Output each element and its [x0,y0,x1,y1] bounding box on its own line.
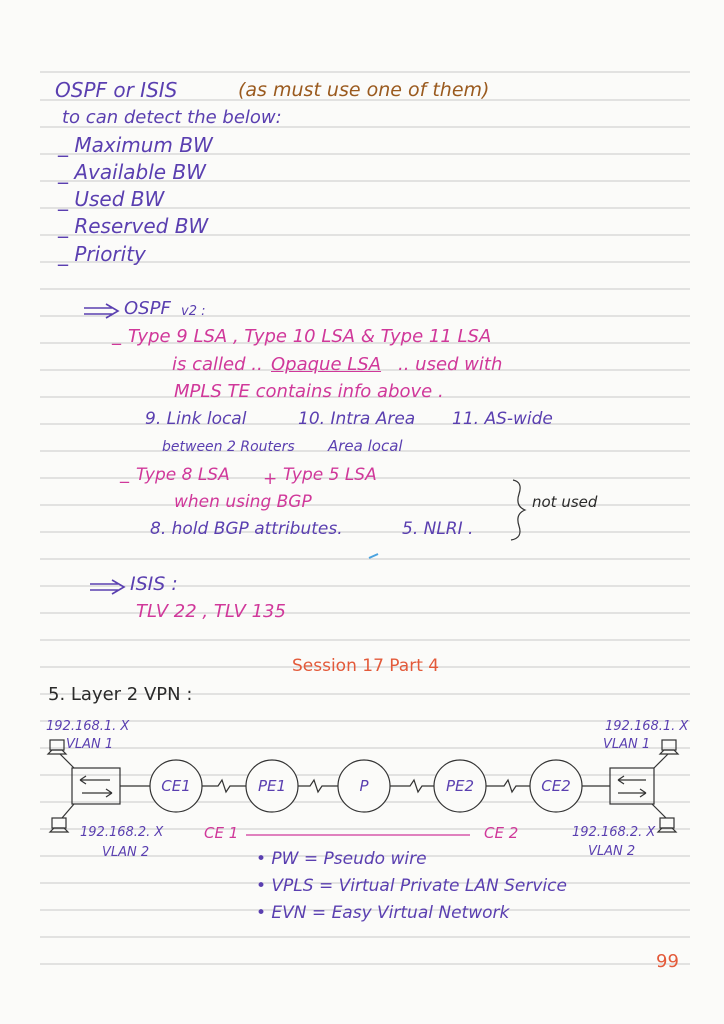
intro-item: _ Maximum BW [58,133,213,157]
left-top-vlan: VLAN 1 [66,737,114,752]
type5-lsa: Type 5 LSA [283,465,377,485]
p-label: P [359,777,369,795]
scope-link-local: 9. Link local [145,409,247,429]
section-heading: 5. Layer 2 VPN : [48,684,193,705]
ospf-mpls-te: MPLS TE contains info above . [174,381,444,402]
ospf-called-prefix: is called .. [172,354,263,375]
intro-subheading: to can detect the below: [62,107,282,128]
right-top-vlan: VLAN 1 [603,737,651,752]
page-number: 99 [656,951,679,972]
type8-lsa: Type 8 LSA [136,465,230,485]
ospf-title: OSPF [124,298,171,319]
session-title: Session 17 Part 4 [292,656,440,676]
intro-item: _ Reserved BW [58,214,209,238]
ospf-dash: _ [112,325,121,346]
ce1-label: CE1 [161,777,191,795]
intro-item: _ Available BW [58,160,206,184]
scope-as-wide: 11. AS-wide [452,409,553,429]
pc-icon [50,804,74,832]
not-used-note: not used [532,493,598,511]
right-bottom-ip: 192.168.2. X [572,825,656,840]
pc-icon [48,740,74,768]
left-bottom-ip: 192.168.2. X [80,825,164,840]
span-left-label: CE 1 [204,824,239,842]
ospf-version: v2 : [181,304,206,319]
switch-icon [72,768,120,804]
scope-intra-area-note: Area local [328,437,403,455]
pe1-label: PE1 [257,777,287,795]
pc-icon [652,804,676,832]
ink-mark-icon [368,552,380,560]
implies-arrow-icon [88,578,128,596]
ospf-dash-2: _ [120,463,129,484]
intro-heading: OSPF or ISIS [55,78,178,102]
definition-vpls: • VPLS = Virtual Private LAN Service [256,876,567,896]
scope-link-local-note: between 2 Routers [162,439,295,455]
intro-heading-note: (as must use one of them) [238,79,490,101]
intro-item: _ Priority [58,242,146,266]
left-bottom-vlan: VLAN 2 [102,845,150,860]
brace-icon [505,478,535,542]
ospf-opaque-types: Type 9 LSA , Type 10 LSA & Type 11 LSA [128,326,492,347]
span-right-label: CE 2 [484,824,519,842]
intro-item: _ Used BW [58,187,165,211]
ce2-label: CE2 [541,777,571,795]
scope-intra-area: 10. Intra Area [298,409,416,429]
switch-icon [610,768,654,804]
implies-arrow-icon [82,302,122,320]
definition-pw: • PW = Pseudo wire [256,849,427,869]
ospf-called-suffix: .. used with [398,354,503,375]
isis-title: ISIS : [130,573,178,595]
left-top-ip: 192.168.1. X [46,719,130,734]
when-using-bgp: when using BGP [174,492,312,512]
right-top-ip: 192.168.1. X [605,719,689,734]
opaque-lsa-term: Opaque LSA [271,354,382,375]
definition-evn: • EVN = Easy Virtual Network [256,903,510,923]
pe2-label: PE2 [445,777,475,795]
isis-tlvs: TLV 22 , TLV 135 [136,601,286,622]
type8-attributes: 8. hold BGP attributes. [150,519,343,539]
type5-nlri: 5. NLRI . [402,519,474,539]
plus-sign: + [263,469,278,489]
right-bottom-vlan: VLAN 2 [588,844,636,859]
l2vpn-topology [40,730,690,840]
pc-icon [654,740,678,768]
